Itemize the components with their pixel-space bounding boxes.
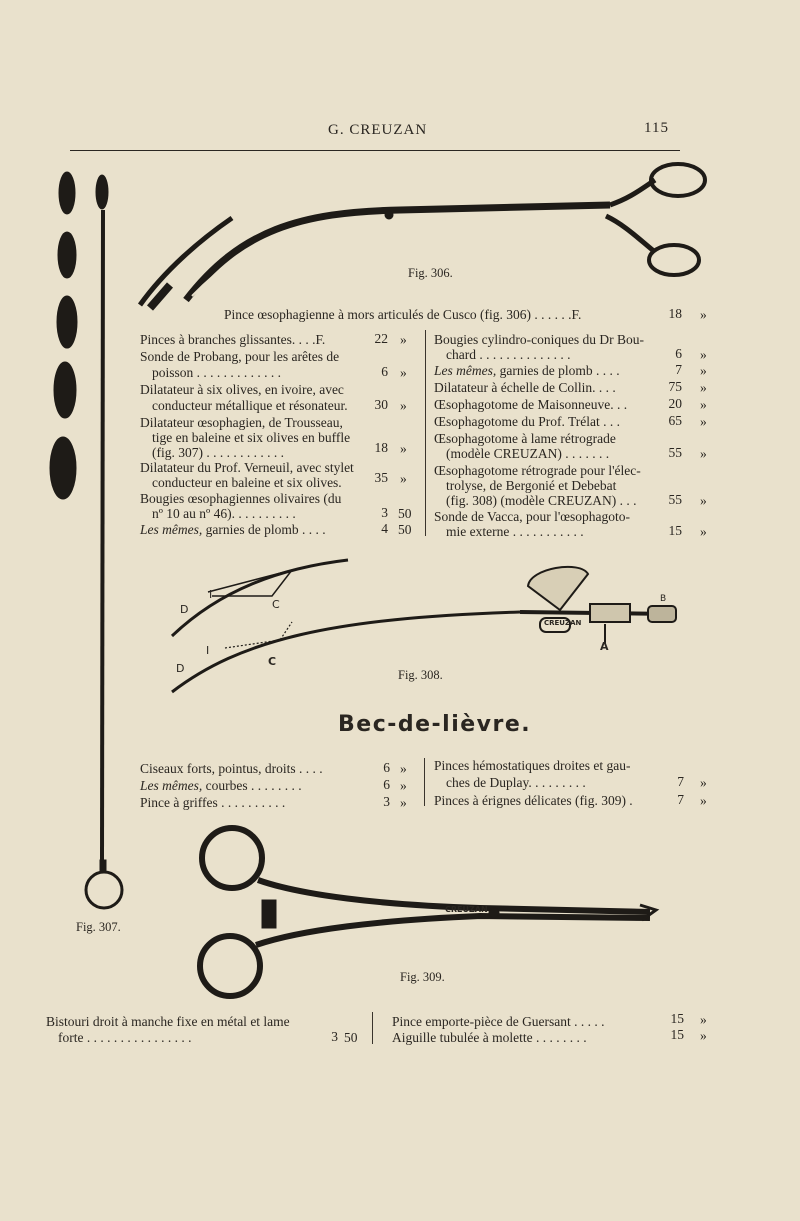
right-item-2-price: 7 <box>675 362 682 377</box>
left-item-5-mark: » <box>400 471 407 486</box>
bec-left-item-2-price: 6 <box>383 777 390 792</box>
fig308-caption: Fig. 308. <box>398 668 443 682</box>
fig306-forceps-illustration <box>140 164 705 308</box>
fig308-brand: CREUZAN <box>544 619 582 627</box>
bec-left-item-1-price: 6 <box>383 760 390 775</box>
page-number: 115 <box>644 120 669 136</box>
left-item-7-rest: garnies de plomb . . . . <box>202 522 326 537</box>
left-item-5-price: 35 <box>374 470 388 485</box>
fig308-label-i-top: I <box>209 588 213 601</box>
fig308-label-i-bottom: I <box>206 644 210 657</box>
column-divider-3 <box>372 1012 373 1044</box>
left-item-2-line-2: poisson . . . . . . . . . . . . . <box>152 365 282 380</box>
left-item-3-line-1: Dilatateur à six olives, en ivoire, avec <box>140 382 344 397</box>
right-item-6-mark: » <box>700 446 707 461</box>
right-item-3-price: 75 <box>668 379 682 394</box>
right-item-2-rest: garnies de plomb . . . . <box>496 363 620 378</box>
left-item-4-line-1: Dilatateur œsophagien, de Trousseau, <box>140 415 343 430</box>
right-item-3-line: Dilatateur à échelle de Collin. . . . <box>434 380 616 395</box>
right-item-4-mark: » <box>700 397 707 412</box>
fig306-caption: Fig. 306. <box>408 266 453 280</box>
fig307-dilator-illustration <box>50 172 122 908</box>
left-item-1-line-1: Pinces à branches glissantes. . . .F. <box>140 332 326 347</box>
bec-left-item-2-line <box>140 777 302 794</box>
right-item-7-line-3: (fig. 308) (modèle CREUZAN) . . . <box>446 493 637 508</box>
bec-left-item-2-italic: Les mêmes, <box>140 778 203 793</box>
left-item-6-line-2: nº 10 au nº 46). . . . . . . . . . <box>152 506 296 521</box>
left-item-5-line-1: Dilatateur du Prof. Verneuil, avec stylet <box>140 460 354 475</box>
bec-right-item-2-line: Pinces à érignes délicates (fig. 309) . <box>434 793 633 808</box>
bottom-right-item-2-price: 15 <box>670 1027 684 1042</box>
column-divider-2 <box>424 758 425 806</box>
right-item-1-mark: » <box>700 347 707 362</box>
left-item-4-mark: » <box>400 441 407 456</box>
right-item-2-italic: Les mêmes, <box>434 363 497 378</box>
right-item-7-line-1: Œsophagotome rétrograde pour l'élec- <box>434 463 641 478</box>
bottom-right-item-2-line: Aiguille tubulée à molette . . . . . . . . <box>392 1030 587 1045</box>
right-item-8-line-1: Sonde de Vacca, pour l'œsophagoto- <box>434 509 631 524</box>
left-item-7-price: 4 <box>381 521 388 536</box>
bec-left-item-1-mark: » <box>400 761 407 776</box>
bec-right-item-2-price: 7 <box>677 792 684 807</box>
bottom-right-item-1-price: 15 <box>670 1011 684 1026</box>
right-item-5-line: Œsophagotome du Prof. Trélat . . . <box>434 414 621 429</box>
main-item-mark: » <box>700 307 707 322</box>
bec-right-item-1-line-2: ches de Duplay. . . . . . . . . <box>446 775 586 790</box>
bottom-right-item-2-mark: » <box>700 1028 707 1043</box>
fig308-label-d-bottom: D <box>176 662 185 675</box>
right-item-4-line: Œsophagotome de Maisonneuve. . . <box>434 397 628 412</box>
right-item-6-price: 55 <box>668 445 682 460</box>
left-item-7-line <box>140 521 326 538</box>
left-item-6-price: 3 <box>381 505 388 520</box>
bec-left-item-3-price: 3 <box>383 794 390 809</box>
left-item-3-mark: » <box>400 398 407 413</box>
right-item-3-mark: » <box>700 380 707 395</box>
bec-right-item-1-mark: » <box>700 775 707 790</box>
fig308-label-c-top: C <box>272 598 280 611</box>
right-item-1-line-2: chard . . . . . . . . . . . . . . <box>446 347 571 362</box>
main-item-price: 18 <box>668 306 682 321</box>
bottom-right-item-1-mark: » <box>700 1012 707 1027</box>
right-item-6-line-1: Œsophagotome à lame rétrograde <box>434 431 616 446</box>
left-item-2-line-1: Sonde de Probang, pour les arêtes de <box>140 349 340 364</box>
left-item-4-line-3: (fig. 307) . . . . . . . . . . . . <box>152 445 284 460</box>
right-item-8-line-2: mie externe . . . . . . . . . . . <box>446 524 584 539</box>
left-item-7-mark: 50 <box>398 522 412 537</box>
left-item-4-price: 18 <box>374 440 388 455</box>
fig308-label-c-bottom: C <box>268 655 277 668</box>
bec-left-item-1-line: Ciseaux forts, pointus, droits . . . . <box>140 761 323 776</box>
section-title: Bec-de-lièvre. <box>338 712 532 737</box>
left-item-3-price: 30 <box>374 397 388 412</box>
fig308-label-a: A <box>600 640 609 653</box>
right-item-1-line-1: Bougies cylindro-coniques du Dr Bou- <box>434 332 644 347</box>
fig309-brand: CREUZAN <box>445 905 488 914</box>
right-item-7-line-2: trolyse, de Bergonié et Debebat <box>446 478 617 493</box>
left-item-1-mark: » <box>400 332 407 347</box>
bottom-left-line-1: Bistouri droit à manche fixe en métal et lame <box>46 1014 290 1029</box>
left-item-1-price: 22 <box>374 331 388 346</box>
bec-right-item-2-mark: » <box>700 793 707 808</box>
left-item-6-line-1: Bougies œsophagiennes olivaires (du <box>140 491 342 506</box>
left-item-4-line-2: tige en baleine et six olives en buffle <box>152 430 351 445</box>
bec-right-item-1-price: 7 <box>677 774 684 789</box>
fig306-brand: CREUZAN <box>404 214 447 223</box>
right-item-5-mark: » <box>700 414 707 429</box>
right-item-4-price: 20 <box>668 396 682 411</box>
bottom-right-item-1-line: Pince emporte-pièce de Guersant . . . . . <box>392 1014 605 1029</box>
fig308-label-b: B <box>660 594 667 604</box>
running-header-author: G. CREUZAN <box>328 122 428 138</box>
bec-left-item-2-rest: courbes . . . . . . . . <box>202 778 302 793</box>
bec-right-item-1-line-1: Pinces hémostatiques droites et gau- <box>434 758 631 773</box>
right-item-6-line-2: (modèle CREUZAN) . . . . . . . <box>446 446 610 461</box>
bottom-left-price: 3 <box>331 1029 338 1044</box>
right-item-8-price: 15 <box>668 523 682 538</box>
right-item-2-mark: » <box>700 363 707 378</box>
bec-left-item-3-line: Pince à griffes . . . . . . . . . . <box>140 795 286 810</box>
right-item-1-price: 6 <box>675 346 682 361</box>
fig307-caption: Fig. 307. <box>76 920 121 934</box>
left-item-6-mark: 50 <box>398 506 412 521</box>
bec-left-item-2-mark: » <box>400 778 407 793</box>
left-item-5-line-2: conducteur en baleine et six olives. <box>152 475 342 490</box>
bec-left-item-3-mark: » <box>400 795 407 810</box>
left-item-3-line-2: conducteur métallique et résonateur. <box>152 398 348 413</box>
bottom-left-mark: 50 <box>344 1030 358 1045</box>
right-item-5-price: 65 <box>668 413 682 428</box>
fig309-caption: Fig. 309. <box>400 970 445 984</box>
right-item-8-mark: » <box>700 524 707 539</box>
left-item-2-mark: » <box>400 365 407 380</box>
left-item-7-italic: Les mêmes, <box>140 522 203 537</box>
column-divider-1 <box>425 330 426 536</box>
right-item-7-mark: » <box>700 493 707 508</box>
fig308-label-d-top: D <box>180 603 189 616</box>
main-item-name: Pince œsophagienne à mors articulés de Cusco (fig. 306) . . . . . .F. <box>224 307 582 322</box>
right-item-2-line <box>434 362 620 379</box>
left-item-2-price: 6 <box>381 364 388 379</box>
right-item-7-price: 55 <box>668 492 682 507</box>
bottom-left-line-2: forte . . . . . . . . . . . . . . . . <box>58 1030 192 1045</box>
